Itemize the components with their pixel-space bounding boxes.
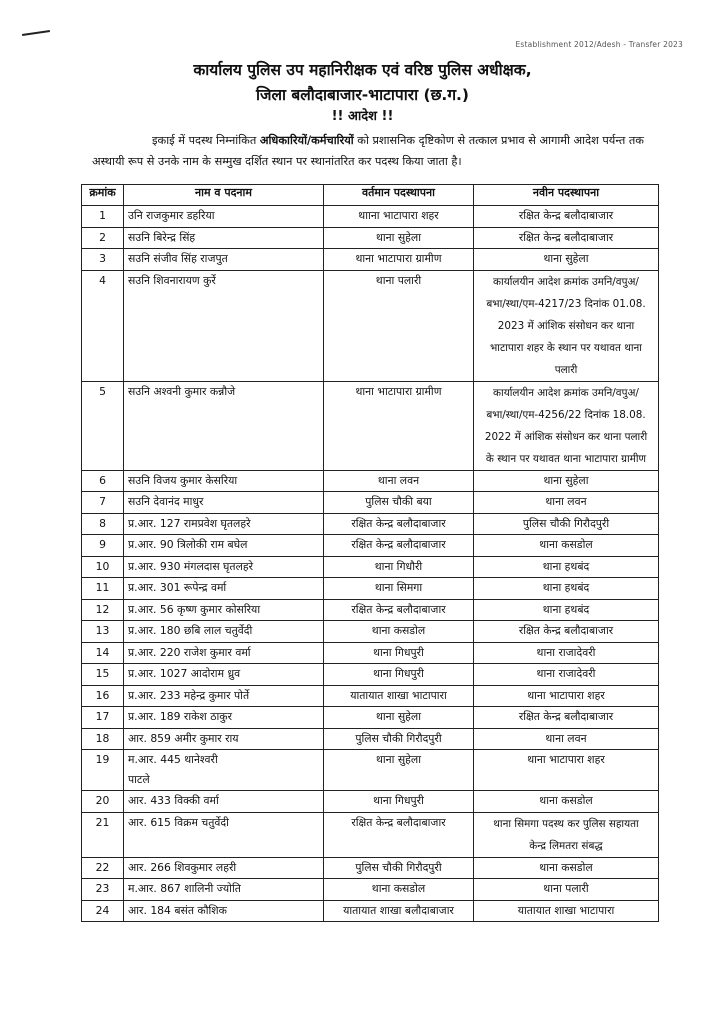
cell-name: आर. 266 शिवकुमार लहरी (124, 857, 324, 879)
cell-new-posting-line: बभा/स्था/एम-4217/23 दिनांक 01.08. (486, 297, 646, 310)
cell-serial: 20 (82, 791, 124, 813)
table-body (82, 206, 659, 922)
intro-bold: अधिकारियों/कर्मचारियों (259, 134, 354, 147)
table-row (82, 470, 659, 492)
cell-serial: 24 (82, 900, 124, 922)
cell-name: प्र.आर. 220 राजेश कुमार वर्मा (124, 642, 324, 664)
cell-serial: 11 (82, 578, 124, 600)
cell-serial: 15 (82, 664, 124, 686)
cell-name: आर. 433 विक्की वर्मा (124, 791, 324, 813)
cell-current-posting: थाना सुहेला (324, 750, 474, 791)
cell-name: प्र.आर. 90 त्रिलोकी राम बघेल (124, 535, 324, 557)
cell-new-posting-line: पलारी (554, 363, 578, 376)
cell-name: प्र.आर. 930 मंगलदास घृतलहरे (124, 556, 324, 578)
cell-new-posting: थाना राजादेवरी (474, 642, 659, 664)
cell-new-posting: थाना हथबंद (474, 578, 659, 600)
cell-name: प्र.आर. 1027 आदोराम ध्रुव (124, 664, 324, 686)
cell-new-posting: रक्षित केन्द्र बलौदाबाजार (474, 227, 659, 249)
transfer-table (81, 184, 659, 922)
cell-serial: 1 (82, 206, 124, 228)
cell-serial: 16 (82, 685, 124, 707)
cell-name: आर. 615 विक्रम चतुर्वेदी (124, 812, 324, 857)
table-row (82, 857, 659, 879)
table-row (82, 249, 659, 271)
pen-mark (22, 30, 50, 36)
table-row (82, 750, 659, 791)
cell-current-posting: रक्षित केन्द्र बलौदाबाजार (324, 535, 474, 557)
cell-serial: 18 (82, 728, 124, 750)
cell-serial: 6 (82, 470, 124, 492)
cell-serial: 2 (82, 227, 124, 249)
cell-serial: 21 (82, 812, 124, 857)
cell-new-posting: थाना सुहेला (474, 470, 659, 492)
cell-name: प्र.आर. 56 कृष्ण कुमार कोसरिया (124, 599, 324, 621)
table-row (82, 578, 659, 600)
cell-new-posting-line: के स्थान पर यथावत थाना भाटापारा ग्रामीण (485, 452, 647, 465)
cell-new-posting: यातायात शाखा भाटापारा (474, 900, 659, 922)
cell-serial: 13 (82, 621, 124, 643)
cell-name-line: पाटले (128, 773, 150, 786)
cell-name: प्र.आर. 180 छबि लाल चतुर्वेदी (124, 621, 324, 643)
cell-serial: 9 (82, 535, 124, 557)
cell-name: उनि राजकुमार डहरिया (124, 206, 324, 228)
cell-name: प्र.आर. 233 महेन्द्र कुमार पोर्ते (124, 685, 324, 707)
table-row (82, 599, 659, 621)
cell-name: सउनि विजय कुमार केसरिया (124, 470, 324, 492)
cell-serial: 5 (82, 381, 124, 470)
table-row (82, 791, 659, 813)
table-row (82, 513, 659, 535)
cell-new-posting: थाना लवन (474, 492, 659, 514)
cell-serial: 19 (82, 750, 124, 791)
cell-new-posting-line: थाना सिमगा पदस्थ कर पुलिस सहायता (493, 817, 639, 830)
cell-current-posting: थाना कसडोल (324, 879, 474, 901)
cell-new-posting: थाना हथबंद (474, 599, 659, 621)
cell-serial: 12 (82, 599, 124, 621)
cell-name-line: म.आर. 445 थानेश्वरी (128, 753, 218, 766)
cell-name: सउनि संजीव सिंह राजपुत (124, 249, 324, 271)
cell-new-posting-line: भाटापारा शहर के स्थान पर यथावत थाना (489, 341, 643, 354)
cell-current-posting: थाना गिधपुरी (324, 664, 474, 686)
header-name: नाम व पदनाम (124, 185, 324, 206)
cell-current-posting: थाना सुहेला (324, 707, 474, 729)
cell-serial: 10 (82, 556, 124, 578)
cell-name: आर. 859 अमीर कुमार राय (124, 728, 324, 750)
cell-current-posting: रक्षित केन्द्र बलौदाबाजार (324, 599, 474, 621)
cell-current-posting: थाना सिमगा (324, 578, 474, 600)
cell-new-posting: थाना कसडोल (474, 535, 659, 557)
cell-serial: 7 (82, 492, 124, 514)
cell-current-posting: पुलिस चौकी बया (324, 492, 474, 514)
cell-current-posting: थाना गिधपुरी (324, 791, 474, 813)
cell-new-posting-line: केन्द्र लिमतरा संबद्ध (529, 839, 603, 852)
cell-current-posting: थाना सुहेला (324, 227, 474, 249)
cell-current-posting: थाना गिधपुरी (324, 642, 474, 664)
cell-name: म.आर. 867 शालिनी ज्योति (124, 879, 324, 901)
cell-serial: 4 (82, 270, 124, 381)
cell-name: प्र.आर. 127 रामप्रवेश घृतलहरे (124, 513, 324, 535)
cell-new-posting: रक्षित केन्द्र बलौदाबाजार (474, 206, 659, 228)
table-row (82, 270, 659, 381)
table-row (82, 879, 659, 901)
table-row (82, 535, 659, 557)
cell-name: प्र.आर. 189 राकेश ठाकुर (124, 707, 324, 729)
cell-serial: 14 (82, 642, 124, 664)
cell-name: सउनि शिवनारायण कुर्रे (124, 270, 324, 381)
cell-serial: 23 (82, 879, 124, 901)
cell-new-posting: थाना लवन (474, 728, 659, 750)
cell-new-posting: पुलिस चौकी गिरौदपुरी (474, 513, 659, 535)
office-title-line2: जिला बलौदाबाजार-भाटापारा (छ.ग.) (255, 86, 470, 104)
table-row (82, 707, 659, 729)
cell-new-posting: थाना हथबंद (474, 556, 659, 578)
cell-current-posting: पुलिस चौकी गिरौदपुरी (324, 857, 474, 879)
header-serial: क्रमांक (82, 185, 124, 206)
table-row (82, 685, 659, 707)
cell-new-posting (474, 381, 659, 470)
cell-current-posting: थाना भाटापारा ग्रामीण (324, 381, 474, 470)
cell-current-posting: थाना पलारी (324, 270, 474, 381)
table-header-row (82, 185, 659, 206)
cell-current-posting: थाना गिधौरी (324, 556, 474, 578)
cell-new-posting (474, 812, 659, 857)
table-row (82, 728, 659, 750)
cell-serial: 8 (82, 513, 124, 535)
table-row (82, 812, 659, 857)
cell-new-posting-line: कार्यालयीन आदेश क्रमांक उमनि/वपुअ/ (493, 275, 639, 288)
table-row (82, 900, 659, 922)
cell-new-posting-line: 2023 में आंशिक संसोधन कर थाना (497, 319, 635, 332)
table-row (82, 206, 659, 228)
intro-text-1: इकाई में पदस्थ निम्नांकित (152, 134, 260, 147)
cell-name: सउनि देवानंद माधुर (124, 492, 324, 514)
cell-new-posting-line: 2022 में आंशिक संसोधन कर थाना पलारी (484, 430, 648, 443)
office-title-line1: कार्यालय पुलिस उप महानिरीक्षक एवं वरिष्ठ पुलिस अधीक्षक, (193, 61, 532, 79)
cell-new-posting: रक्षित केन्द्र बलौदाबाजार (474, 707, 659, 729)
table-row (82, 492, 659, 514)
cell-name (124, 750, 324, 791)
cell-current-posting: रक्षित केन्द्र बलौदाबाजार (324, 513, 474, 535)
table-row (82, 621, 659, 643)
cell-current-posting: थाना भाटापारा ग्रामीण (324, 249, 474, 271)
cell-current-posting: यातायात शाखा बलौदाबाजार (324, 900, 474, 922)
intro-paragraph (92, 130, 663, 172)
cell-new-posting: थाना कसडोल (474, 857, 659, 879)
table-row (82, 556, 659, 578)
header-new-posting: नवीन पदस्थापना (474, 185, 659, 206)
cell-new-posting-line: कार्यालयीन आदेश क्रमांक उमनि/वपुअ/ (493, 386, 639, 399)
table-row (82, 642, 659, 664)
cell-name: आर. 184 बसंत कौशिक (124, 900, 324, 922)
cell-name: प्र.आर. 301 रूपेन्द्र वर्मा (124, 578, 324, 600)
cell-serial: 3 (82, 249, 124, 271)
cell-current-posting: यातायात शाखा भाटापारा (324, 685, 474, 707)
header-current-posting: वर्तमान पदस्थापना (324, 185, 474, 206)
table-row (82, 664, 659, 686)
table-row (82, 381, 659, 470)
cell-current-posting: थाना कसडोल (324, 621, 474, 643)
cell-new-posting: रक्षित केन्द्र बलौदाबाजार (474, 621, 659, 643)
intro-text-2: को प्रशासनिक दृष्टिकोण से तत्काल प्रभाव से आगामी आदेश पर्यन्त तक अस्थायी रूप से उनके नाम के सम्मुख दर्शित स्थान पर स्थानांतरित कर पदस्थ किया जाता है। (92, 134, 644, 168)
cell-name: सउनि अश्वनी कुमार कन्नौजे (124, 381, 324, 470)
cell-new-posting-line: बभा/स्था/एम-4256/22 दिनांक 18.08. (486, 408, 646, 421)
cell-new-posting: थाना सुहेला (474, 249, 659, 271)
cell-current-posting: रक्षित केन्द्र बलौदाबाजार (324, 812, 474, 857)
cell-new-posting (474, 270, 659, 381)
cell-serial: 22 (82, 857, 124, 879)
cell-new-posting: थाना भाटापारा शहर (474, 685, 659, 707)
establishment-ref: Establishment 2012/Adesh - Transfer 2023 (515, 40, 683, 49)
cell-serial: 17 (82, 707, 124, 729)
cell-current-posting: थााना भाटापारा शहर (324, 206, 474, 228)
cell-current-posting: थाना लवन (324, 470, 474, 492)
cell-new-posting: थाना कसडोल (474, 791, 659, 813)
cell-new-posting: थाना राजादेवरी (474, 664, 659, 686)
cell-new-posting: थाना भाटापारा शहर (474, 750, 659, 791)
cell-name: सउनि बिरेन्द्र सिंह (124, 227, 324, 249)
cell-current-posting: पुलिस चौकी गिरौदपुरी (324, 728, 474, 750)
table-row (82, 227, 659, 249)
order-title: !! आदेश !! (331, 109, 394, 124)
cell-new-posting: थाना पलारी (474, 879, 659, 901)
